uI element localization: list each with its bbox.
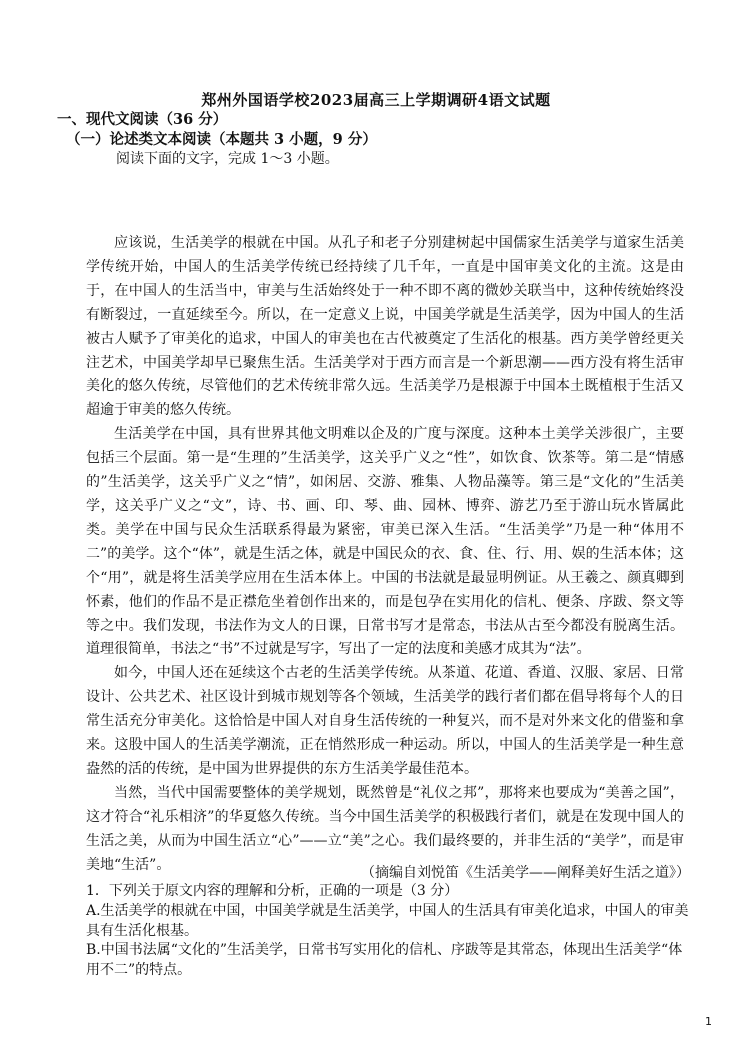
reading-passage	[86, 232, 684, 877]
passage-source: （摘编自刘悦笛《生活美学——阐释美好生活之道》）	[361, 865, 690, 881]
subsection-heading: （一）论述类文本阅读（本题共 3 小题，9 分）	[66, 131, 377, 148]
section-heading: 一、现代文阅读（36 分）	[57, 111, 228, 128]
question-1-option-a: A.生活美学的根就在中国，中国美学就是生活美学，中国人的生活具有审美化追求，中国人的审美具有生活化根基。	[86, 903, 689, 939]
question-1-option-b: B.中国书法属“文化的”生活美学，日常书写实用化的信札、序跋等是其常态，体现出生活美学“体用不二”的特点。	[86, 942, 683, 978]
page-number: 1	[705, 1015, 712, 1028]
reading-instruction: 阅读下面的文字，完成 1～3 小题。	[116, 151, 339, 167]
paragraph-2: 生活美学在中国，具有世界其他文明难以企及的广度与深度。这种本土美学关涉很广，主要包括三个层面。第一是“生理的”生活美学，这关乎广义之“性”，如饮食、饮茶等。第二是“情感的”生活美学，这关乎广义之“情”，如闲居、交游、雅集、人物品藻等。第三是“文化的”生活美学，这关乎广义之“文”，诗、书、画、印、琴、曲、园林、博弈、游艺乃至于游山玩水皆属此类。美学在中国与民众生活联系得最为紧密，审美已深入生活。“生活美学”乃是一种“体用不二”的美学。这个“体”，就是生活之体，就是中国民众的衣、食、住、行、用、娱的生活本体；这个“用”，就是将生活美学应用在生活本体上。中国的书法就是最显明例证。从王羲之、颜真卿到怀素，他们的作品不是正襟危坐着创作出来的，而是包孕在实用化的信札、便条、序跋、祭文等等之中。我们发现，书法作为文人的日课，日常书写才是常态，书法从古至今都没有脱离生活。道理很简单，书法之“书”不过就是写字，写出了一定的法度和美感才成其为“法”。	[86, 426, 684, 658]
exam-title: 郑州外国语学校2023届高三上学期调研4语文试题	[201, 91, 551, 109]
paragraph-4: 当然，当代中国需要整体的美学规划，既然曾是“礼仪之邦”，那将来也要成为“美善之国”，这才符合“礼乐相济”的华夏悠久传统。当今中国生活美学的积极践行者们，就是在发现中国人的生活之美，从而为中国生活立“心”——立“美”之心。我们最终要的，并非生活的“美学”，而是审美地“生活”。	[86, 784, 684, 873]
question-1-stem: 1．下列关于原文内容的理解和分析，正确的一项是（3 分）	[86, 883, 459, 899]
paragraph-1: 应该说，生活美学的根就在中国。从孔子和老子分别建树起中国儒家生活美学与道家生活美学传统开始，中国人的生活美学传统已经持续了几千年，一直是中国审美文化的主流。这是由于，在中国人的生活当中，审美与生活始终处于一种不即不离的微妙关联当中，这种传统始终没有断裂过，一直延续至今。所以，在一定意义上说，中国美学就是生活美学，因为中国人的生活被古人赋予了审美化的追求，中国人的审美也在古代被奠定了生活化的根基。西方美学曾经更关注艺术，中国美学却早已聚焦生活。生活美学对于西方而言是一个新思潮——西方没有将生活审美化的悠久传统，尽管他们的艺术传统非常久远。生活美学乃是根源于中国本土既植根于生活又超逾于审美的悠久传统。	[86, 235, 684, 419]
paragraph-3: 如今，中国人还在延续这个古老的生活美学传统。从茶道、花道、香道、汉服、家居、日常设计、公共艺术、社区设计到城市规划等各个领域，生活美学的践行者们都在倡导将每个人的日常生活充分审美化。这恰恰是中国人对自身生活传统的一种复兴，而不是对外来文化的借鉴和拿来。这股中国人的生活美学潮流，正在悄然形成一种运动。所以，中国人的生活美学是一种生意盎然的活的传统，是中国为世界提供的东方生活美学最佳范本。	[86, 665, 684, 777]
